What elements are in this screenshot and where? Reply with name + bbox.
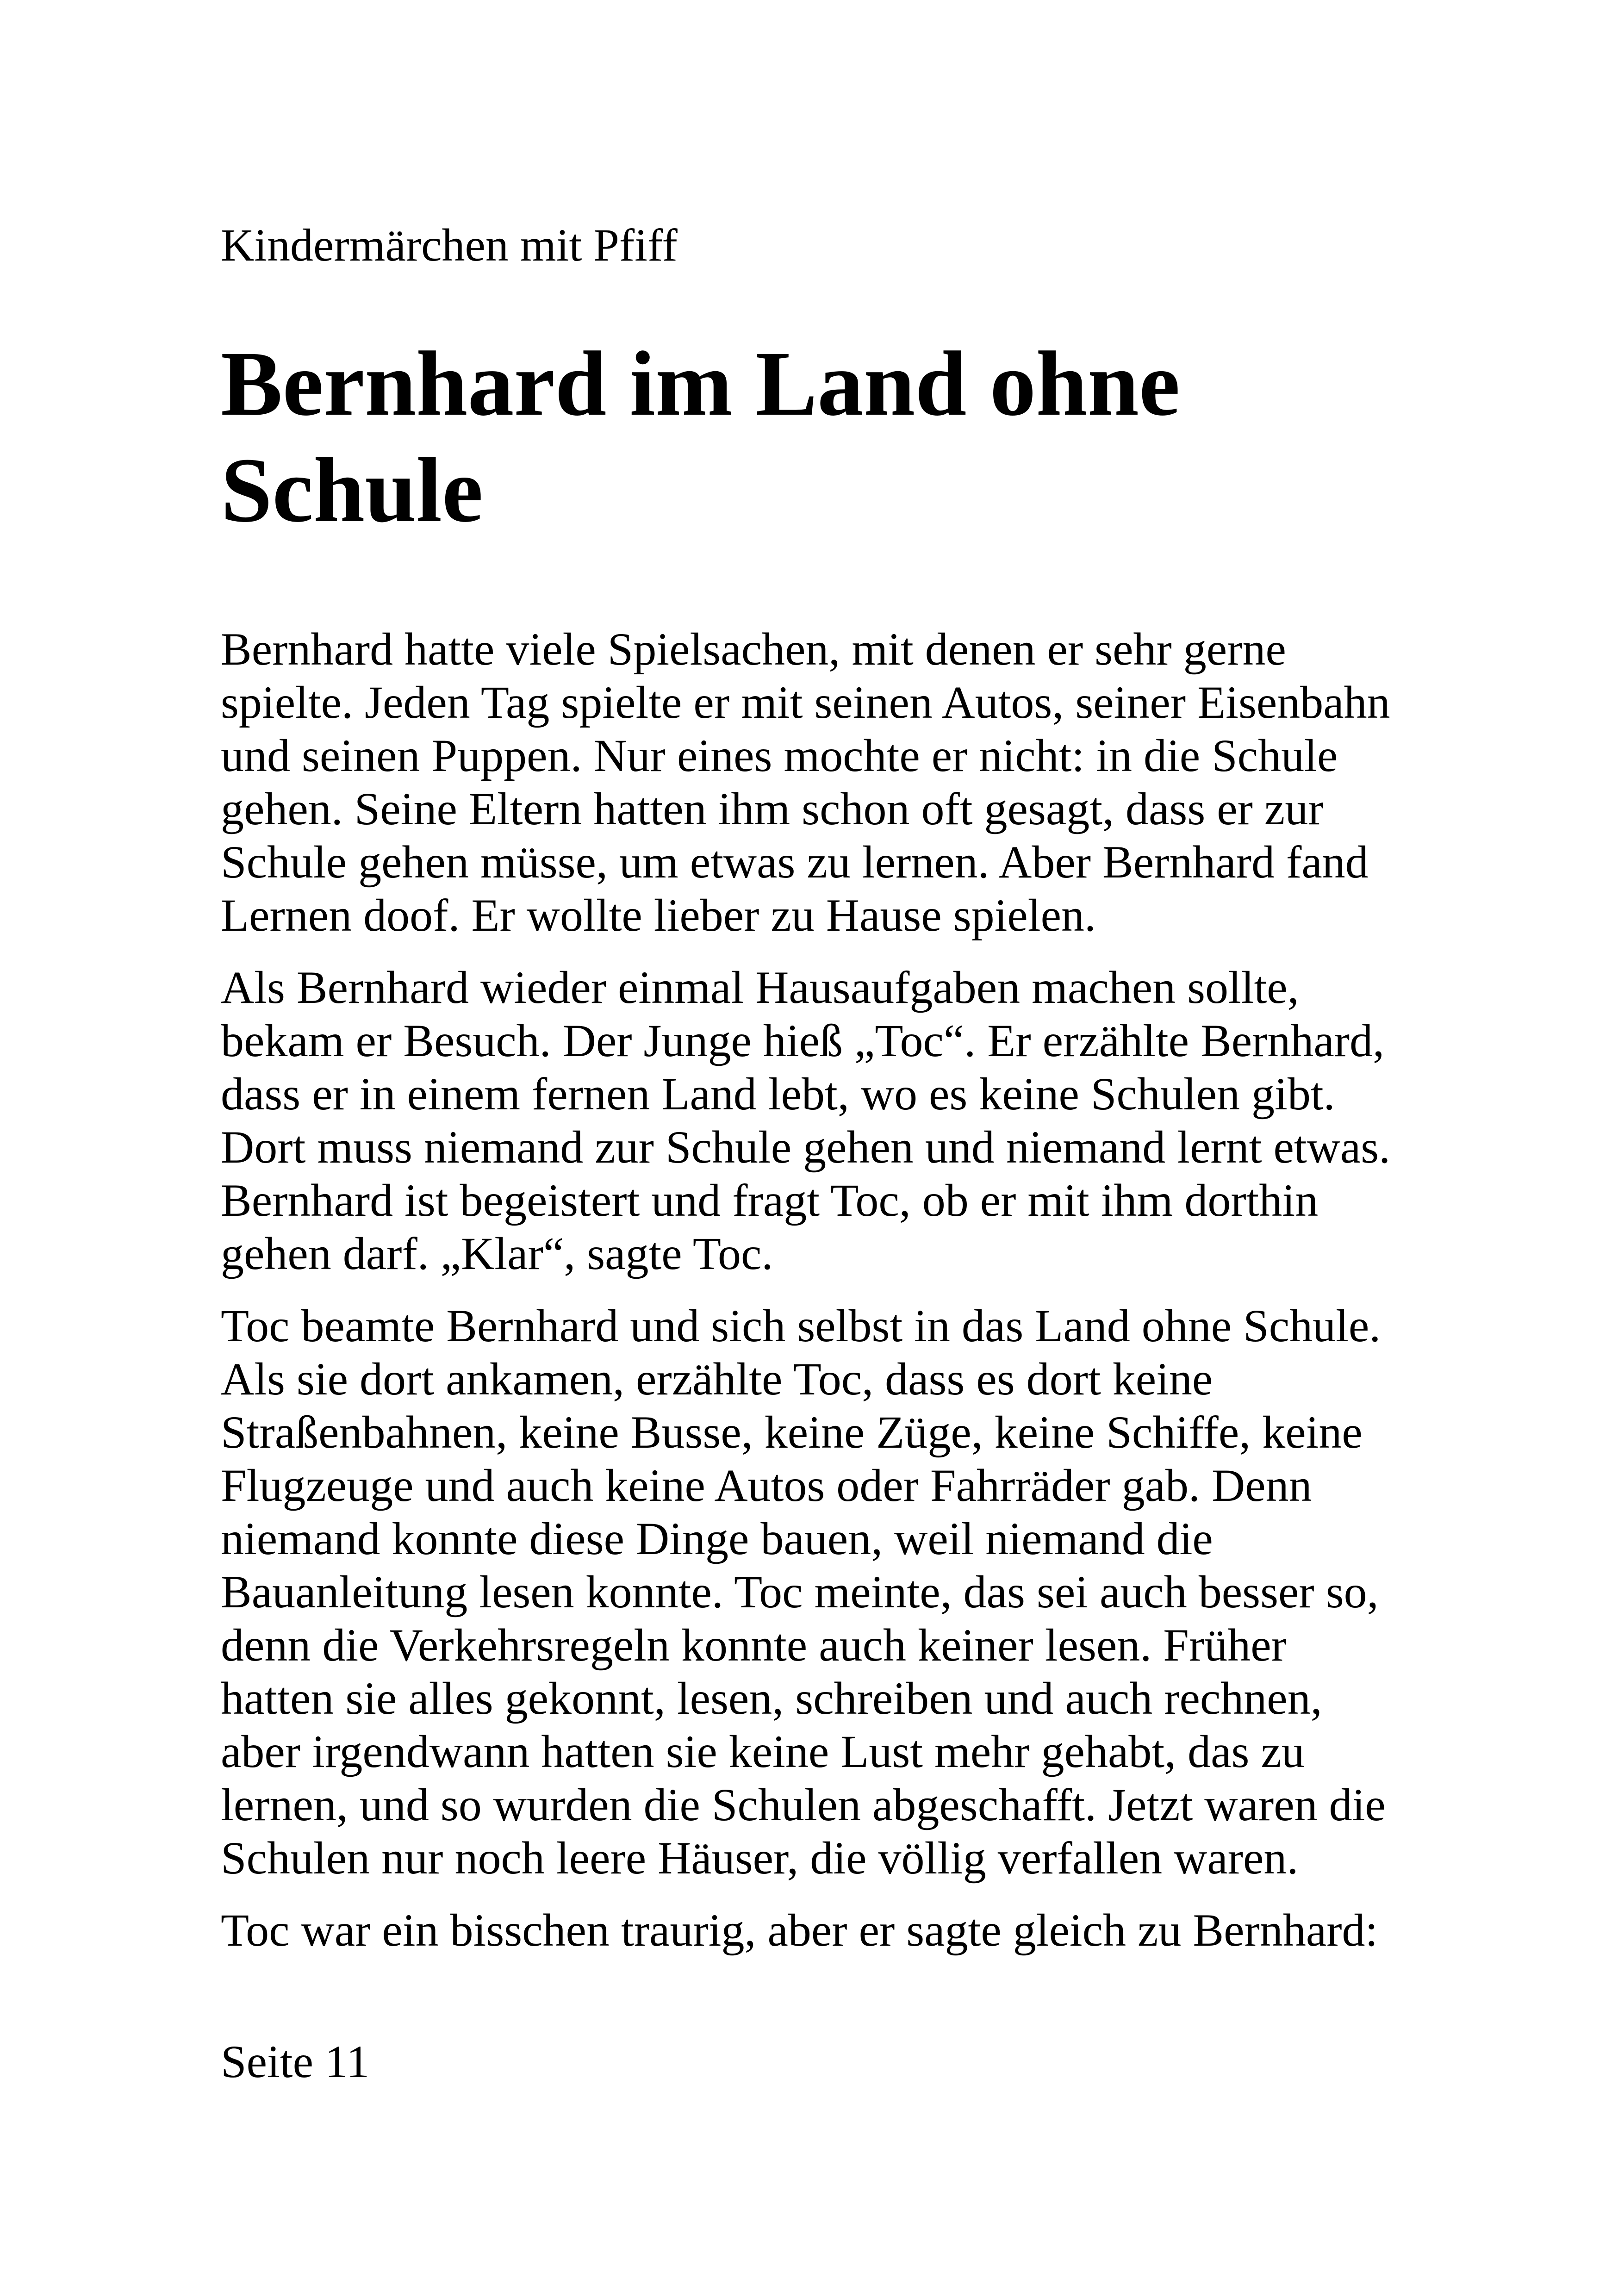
text-line: aber irgendwann hatten sie keine Lust mehr gehabt, das zu bbox=[221, 1726, 1305, 1777]
paragraph-1 bbox=[221, 622, 1406, 942]
text-line: Bernhard ist begeistert und fragt Toc, ob er mit ihm dorthin bbox=[221, 1175, 1319, 1226]
text-line: lernen, und so wurden die Schulen abgeschafft. Jetzt waren die bbox=[221, 1779, 1386, 1830]
story-title bbox=[221, 331, 1406, 544]
text-line: Lernen doof. Er wollte lieber zu Hause spielen. bbox=[221, 890, 1096, 941]
title-line: Schule bbox=[221, 439, 483, 541]
text-line: denn die Verkehrsregeln konnte auch keiner lesen. Früher bbox=[221, 1619, 1287, 1671]
running-header: Kindermärchen mit Pfiff bbox=[221, 219, 678, 271]
paragraph-4 bbox=[221, 1904, 1406, 1957]
text-line: Toc war ein bisschen traurig, aber er sagte gleich zu Bernhard: bbox=[221, 1904, 1378, 1956]
text-line: spielte. Jeden Tag spielte er mit seinen Autos, seiner Eisenbahn bbox=[221, 677, 1390, 728]
paragraph-2 bbox=[221, 961, 1406, 1280]
text-line: Toc beamte Bernhard und sich selbst in das Land ohne Schule. bbox=[221, 1300, 1381, 1351]
text-line: und seinen Puppen. Nur eines mochte er nicht: in die Schule bbox=[221, 730, 1338, 781]
text-line: Schule gehen müsse, um etwas zu lernen. Aber Bernhard fand bbox=[221, 836, 1369, 888]
text-line: Flugzeuge und auch keine Autos oder Fahrräder gab. Denn bbox=[221, 1460, 1312, 1511]
text-line: Straßenbahnen, keine Busse, keine Züge, keine Schiffe, keine bbox=[221, 1406, 1363, 1458]
text-line: Bernhard hatte viele Spielsachen, mit denen er sehr gerne bbox=[221, 623, 1286, 675]
text-line: hatten sie alles gekonnt, lesen, schreiben und auch rechnen, bbox=[221, 1673, 1322, 1724]
page-number: Seite 11 bbox=[221, 2036, 370, 2087]
text-line: bekam er Besuch. Der Junge hieß „Toc“. Er erzählte Bernhard, bbox=[221, 1015, 1385, 1066]
document-page bbox=[221, 0, 1406, 2296]
text-line: Als sie dort ankamen, erzählte Toc, dass es dort keine bbox=[221, 1353, 1213, 1405]
text-line: Schulen nur noch leere Häuser, die völlig verfallen waren. bbox=[221, 1832, 1299, 1884]
text-line: Dort muss niemand zur Schule gehen und niemand lernt etwas. bbox=[221, 1121, 1391, 1173]
text-line: niemand konnte diese Dinge bauen, weil niemand die bbox=[221, 1513, 1213, 1564]
text-line: gehen. Seine Eltern hatten ihm schon oft gesagt, dass er zur bbox=[221, 783, 1324, 834]
text-line: Bauanleitung lesen konnte. Toc meinte, das sei auch besser so, bbox=[221, 1566, 1379, 1618]
text-line: dass er in einem fernen Land lebt, wo es keine Schulen gibt. bbox=[221, 1068, 1335, 1120]
paragraph-3 bbox=[221, 1299, 1406, 1885]
text-line: gehen darf. „Klar“, sagte Toc. bbox=[221, 1228, 773, 1279]
text-line: Als Bernhard wieder einmal Hausaufgaben machen sollte, bbox=[221, 962, 1299, 1013]
title-line: Bernhard im Land ohne bbox=[221, 333, 1180, 435]
story-body bbox=[221, 622, 1406, 1976]
